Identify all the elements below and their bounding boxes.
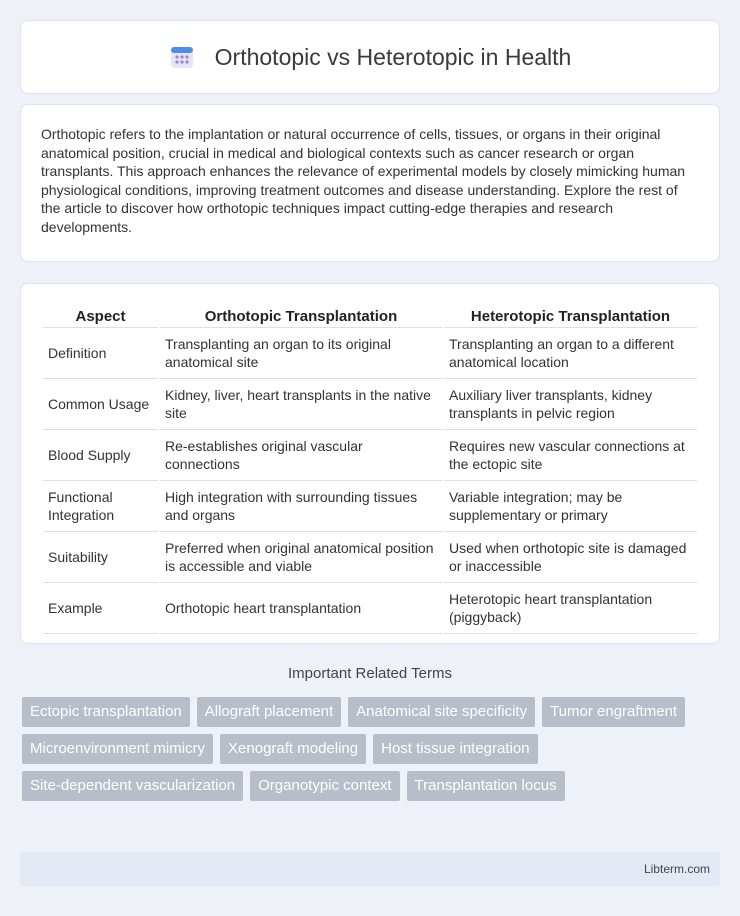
table-cell: Preferred when original anatomical position is accessible and viable — [160, 532, 442, 583]
table-cell: Suitability — [43, 532, 158, 583]
table-row — [43, 430, 697, 481]
table-cell: Transplanting an organ to a different anatomical location — [444, 328, 697, 379]
intro-card — [20, 104, 720, 262]
table-cell: Functional Integration — [43, 481, 158, 532]
table-row — [43, 532, 697, 583]
related-term-tag[interactable]: Allograft placement — [197, 697, 341, 727]
column-header: Aspect — [43, 304, 158, 328]
comparison-table-card — [20, 283, 720, 644]
table-cell: Definition — [43, 328, 158, 379]
table-cell: Kidney, liver, heart transplants in the native site — [160, 379, 442, 430]
related-term-tag[interactable]: Host tissue integration — [373, 734, 537, 764]
related-term-tag[interactable]: Tumor engraftment — [542, 697, 685, 727]
related-term-tag[interactable]: Xenograft modeling — [220, 734, 366, 764]
related-term-tag[interactable]: Organotypic context — [250, 771, 399, 801]
table-cell: Auxiliary liver transplants, kidney transplants in pelvic region — [444, 379, 697, 430]
table-cell: Used when orthotopic site is damaged or inaccessible — [444, 532, 697, 583]
related-term-tag[interactable]: Transplantation locus — [407, 771, 565, 801]
column-header: Orthotopic Transplantation — [160, 304, 442, 328]
table-cell: Common Usage — [43, 379, 158, 430]
footer-brand-link[interactable]: Libterm.com — [643, 862, 710, 876]
table-cell: Transplanting an organ to its original anatomical site — [160, 328, 442, 379]
table-cell: High integration with surrounding tissues and organs — [160, 481, 442, 532]
comparison-table — [41, 304, 699, 634]
table-row — [43, 481, 697, 532]
table-row — [43, 583, 697, 634]
table-cell: Example — [43, 583, 158, 634]
table-row — [43, 328, 697, 379]
table-cell: Heterotopic heart transplantation (piggyback) — [444, 583, 697, 634]
intro-text: Orthotopic refers to the implantation or natural occurrence of cells, tissues, or organs in their original anatomical position, crucial in medical and biological contexts such as cancer research or organ transplants. This approach enhances the relevance of experimental models by closely mimicking human physiological conditions, improving treatment outcomes and disease understanding. Explore the rest of the article to discover how orthotopic techniques impact cutting-edge therapies and research developments. — [41, 126, 686, 235]
table-cell: Blood Supply — [43, 430, 158, 481]
related-terms-title: Important Related Terms — [288, 665, 452, 682]
header-card — [20, 20, 720, 94]
table-header-row — [43, 304, 697, 328]
related-terms-list — [22, 697, 722, 801]
table-row — [43, 379, 697, 430]
page-title: Orthotopic vs Heterotopic in Health — [214, 43, 572, 70]
footer — [20, 852, 720, 886]
related-term-tag[interactable]: Site-dependent vascularization — [22, 771, 243, 801]
related-term-tag[interactable]: Ectopic transplantation — [22, 697, 190, 727]
related-term-tag[interactable]: Microenvironment mimicry — [22, 734, 213, 764]
column-header: Heterotopic Transplantation — [444, 304, 697, 328]
related-term-tag[interactable]: Anatomical site specificity — [348, 697, 535, 727]
calendar-grid-icon — [169, 44, 195, 70]
table-cell: Variable integration; may be supplementary or primary — [444, 481, 697, 532]
table-cell: Orthotopic heart transplantation — [160, 583, 442, 634]
table-cell: Requires new vascular connections at the ectopic site — [444, 430, 697, 481]
table-cell: Re-establishes original vascular connections — [160, 430, 442, 481]
